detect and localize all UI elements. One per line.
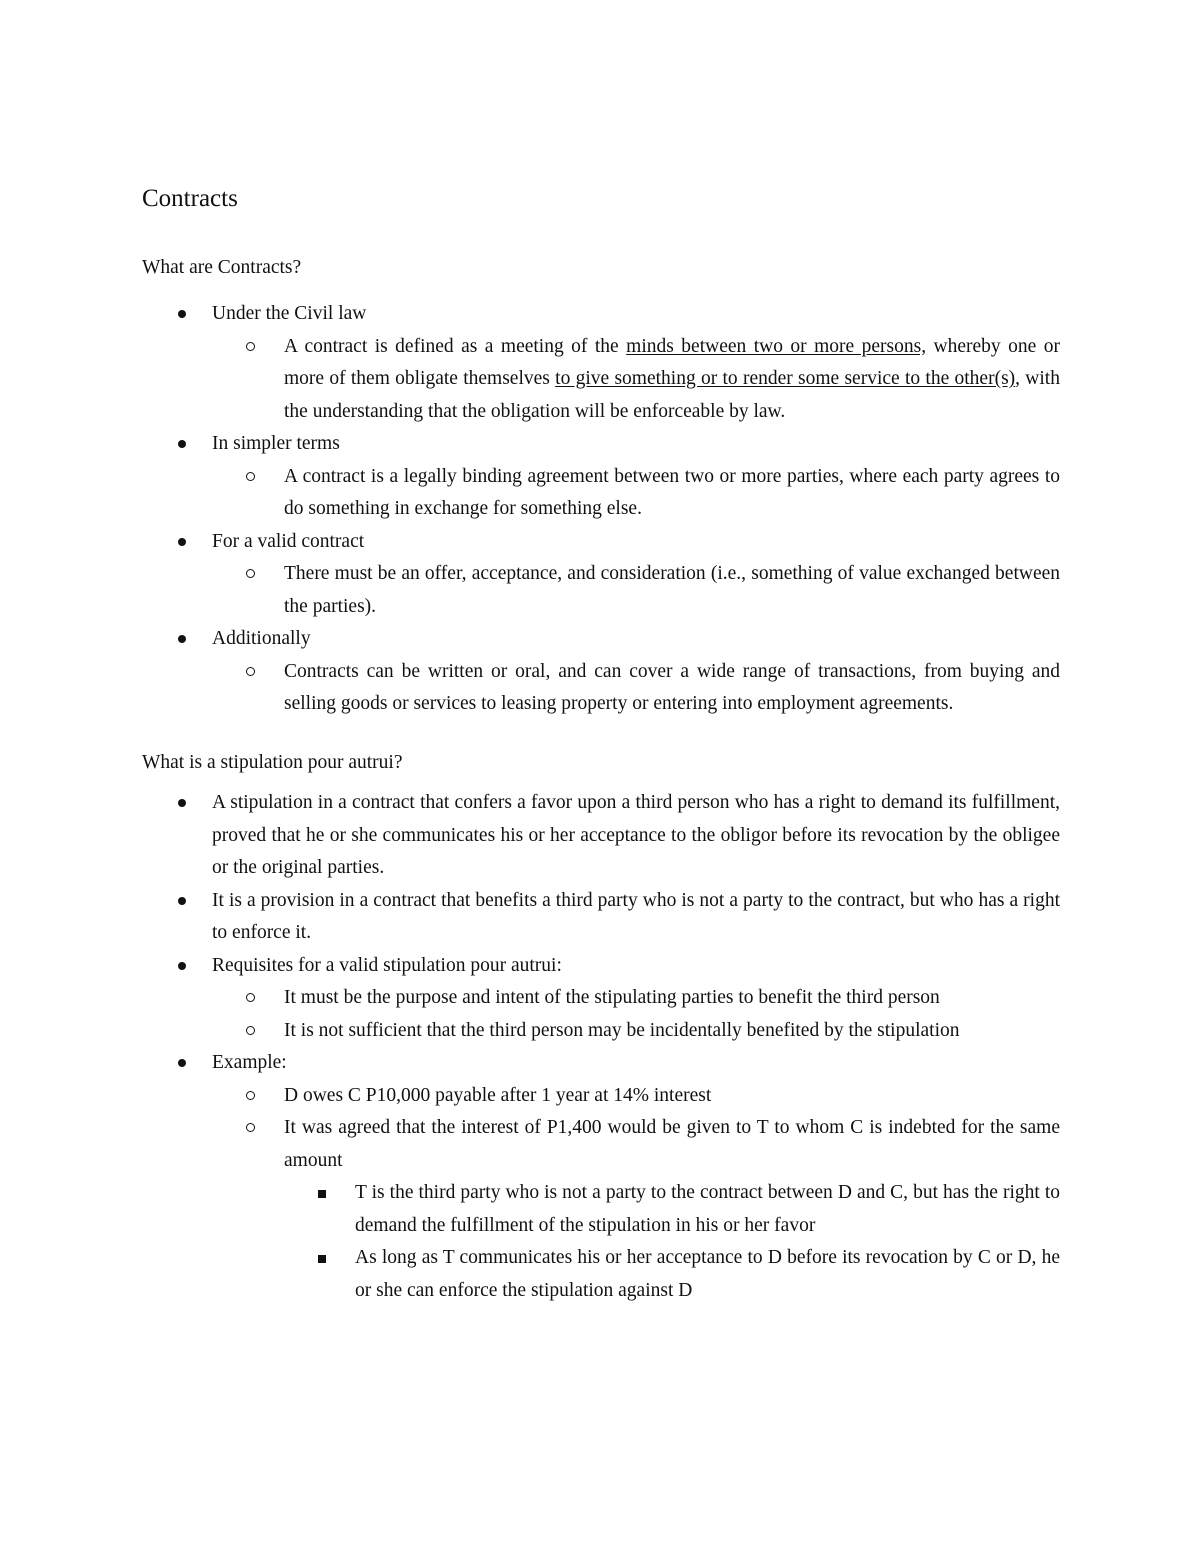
square-bullet-icon xyxy=(318,1255,326,1263)
hollow-bullet-icon xyxy=(246,1123,255,1132)
document-title: Contracts xyxy=(142,185,238,212)
hollow-bullet-icon xyxy=(246,472,255,481)
sub-sub-list-item xyxy=(284,1242,1060,1307)
civil-law-definition: A contract is defined as a meeting of the minds between two or more persons, whereby one or more of them obligate themselves to give something or to render some service to the other(s), with the understanding that the obligation will be enforceable by law. xyxy=(284,335,1060,422)
list-item xyxy=(142,787,1060,885)
sub-list-text: D owes C P10,000 payable after 1 year at 14% interest xyxy=(284,1084,712,1106)
list-item xyxy=(142,428,1060,526)
sub-sub-list-item xyxy=(284,1177,1060,1242)
sub-list-item xyxy=(212,1080,1060,1113)
list-item-label: Example: xyxy=(212,1052,287,1073)
list-item xyxy=(142,298,1060,428)
list-item-label: For a valid contract xyxy=(212,530,365,552)
sub-list-item xyxy=(212,1015,1060,1048)
sub-list-text: A contract is a legally binding agreement between two or more parties, where each party agrees to do something in exchange for something else. xyxy=(284,465,1060,519)
sub-list-text: It is not sufficient that the third person may be incidentally benefited by the stipulation xyxy=(284,1019,960,1041)
hollow-bullet-icon xyxy=(246,993,255,1002)
bullet-icon xyxy=(178,799,186,807)
hollow-bullet-icon xyxy=(246,1091,255,1100)
contracts-list xyxy=(142,298,1060,721)
hollow-bullet-icon xyxy=(246,1026,255,1035)
list-item-label: A stipulation in a contract that confers a favor upon a third person who has a right to demand its fulfillment, proved that he or she communicates his or her acceptance to the obligor before its revocation by the obligee or the original parties. xyxy=(212,792,1060,878)
underlined-phrase: minds between two or more persons, xyxy=(626,335,927,357)
sub-list-text: It must be the purpose and intent of the stipulating parties to benefit the third person xyxy=(284,987,940,1008)
bullet-icon xyxy=(178,897,186,905)
section-heading-contracts: What are Contracts? xyxy=(142,257,302,278)
sub-sub-list-text: T is the third party who is not a party to the contract between D and C, but has the right to demand the fulfillment of the stipulation in his or her favor xyxy=(355,1182,1060,1236)
bullet-icon xyxy=(178,310,186,318)
hollow-bullet-icon xyxy=(246,342,255,351)
sub-list-item xyxy=(212,1112,1060,1307)
section-heading-stipulation: What is a stipulation pour autrui? xyxy=(142,752,403,773)
sub-list-text: There must be an offer, acceptance, and consideration (i.e., something of value exchanged between the parties). xyxy=(284,563,1060,617)
hollow-bullet-icon xyxy=(246,569,255,578)
bullet-icon xyxy=(178,538,186,546)
list-item xyxy=(142,950,1060,1048)
bullet-icon xyxy=(178,635,186,643)
bullet-icon xyxy=(178,440,186,448)
list-item xyxy=(142,885,1060,950)
sub-list-text: Contracts can be written or oral, and can cover a wide range of transactions, from buying and selling goods or services to leasing property or entering into employment agreements. xyxy=(284,660,1060,714)
sub-list-item xyxy=(212,461,1060,526)
sub-list-text: It was agreed that the interest of P1,400 would be given to T to whom C is indebted for the same amount xyxy=(284,1117,1060,1171)
sub-sub-list-text: As long as T communicates his or her acceptance to D before its revocation by C or D, he or she can enforce the stipulation against D xyxy=(355,1247,1060,1301)
list-item-label: In simpler terms xyxy=(212,433,340,454)
underlined-phrase: to give something or to render some service to the other(s) xyxy=(555,368,1016,389)
bullet-icon xyxy=(178,962,186,970)
list-item-label: Requisites for a valid stipulation pour autrui: xyxy=(212,954,562,976)
sub-list-item xyxy=(212,558,1060,623)
list-item xyxy=(142,526,1060,624)
list-item-label: It is a provision in a contract that benefits a third party who is not a party to the contract, but who has a right to enforce it. xyxy=(212,889,1060,943)
list-item xyxy=(142,1047,1060,1307)
bullet-icon xyxy=(178,1059,186,1067)
list-item-label: Under the Civil law xyxy=(212,303,367,324)
list-item-label: Additionally xyxy=(212,628,311,649)
sub-list-item xyxy=(212,982,1060,1015)
square-bullet-icon xyxy=(318,1190,326,1198)
sub-list-item xyxy=(212,656,1060,721)
sub-list-item xyxy=(212,331,1060,429)
stipulation-list xyxy=(142,787,1060,1307)
list-item xyxy=(142,623,1060,721)
hollow-bullet-icon xyxy=(246,667,255,676)
